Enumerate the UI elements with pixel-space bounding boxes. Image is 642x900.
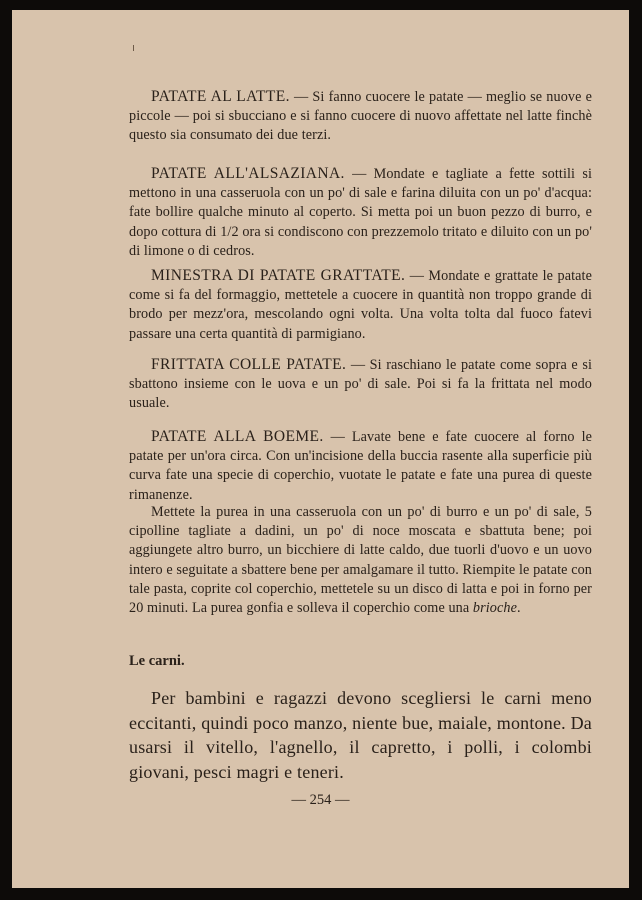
- recipe-text: — Mondate e tagliate a fette sottili si mettono in una casseruola con un po' di sale e farina diluita con un po' d'acqua: fate bollire qualche minuto al coperto. Si metta poi un buon pezzo di burro, e dopo cottura di 1/2 ora si condiscono con prezzemolo tritato e diluito con un po' di limone o di cedros.: [129, 166, 592, 259]
- section-heading: Le carni.: [129, 653, 185, 669]
- recipe-patate-alla-boeme: [129, 427, 592, 505]
- recipe-text: — Si fanno cuocere le patate — meglio se nuove e piccole — poi si sbucciano e si fanno cuocere di nuovo affettate nel latte finchè questo sia consumato dei due terzi.: [129, 89, 593, 144]
- recipe-frittata-colle-patate: [129, 355, 592, 414]
- recipe-text: — Si raschiano le patate come sopra e si sbattono insieme con le uova e un po' di sale. Poi si fa la frittata nel modo usuale.: [129, 357, 592, 412]
- recipe-text: — Lavate bene e fate cuocere al forno le patate per un'ora circa. Con un'incisione della buccia rasente alla superficie più curva fate una specie di coperchio, vuotate le patate e fate una purea di queste rimanenze.: [129, 429, 593, 503]
- recipe-text: — Mondate e grattate le patate come si fa del formaggio, mettetele a cuocere in quantità non troppo grande di brodo per mezz'ora, mescolando ogni volta. Una volta tolta dal fuoco fatevi passare una certa quantità di parmigiano.: [129, 268, 592, 342]
- recipe-italic-word: brioche: [472, 600, 517, 617]
- recipe-minestra-patate-grattate: [129, 266, 592, 344]
- recipe-heading: PATATE AL LATTE.: [151, 88, 290, 105]
- recipe-heading: MINESTRA DI PATATE GRATTATE.: [151, 267, 406, 284]
- recipe-patate-alsaziana: [129, 164, 592, 261]
- section-intro: Per bambini e ragazzi devono scegliersi le carni meno eccitanti, quindi poco manzo, niente bue, maiale, montone. Da usarsi il vitello, l'agnello, il capretto, i polli, i colombi giovani, pesci magri e teneri.: [129, 688, 592, 782]
- page-number: — 254 —: [291, 792, 350, 808]
- page-mark: [133, 45, 134, 51]
- recipe-patate-alla-boeme-continuation: [129, 503, 592, 618]
- recipe-continuation-end: .: [516, 600, 521, 617]
- recipe-heading: PATATE ALL'ALSAZIANA.: [151, 165, 345, 182]
- recipe-heading: PATATE ALLA BOEME.: [151, 428, 324, 445]
- book-page: [12, 10, 629, 888]
- recipe-heading: FRITTATA COLLE PATATE.: [151, 356, 347, 373]
- recipe-patate-al-latte: [129, 87, 592, 146]
- recipe-continuation: Mettete la purea in una casseruola con un po' di burro e un po' di sale, 5 cipolline tagliate a dadini, un po' di noce moscata e sbattuta bene; poi aggiungete altro burro, un bicchiere di latte caldo, due tuorli d'uovo e un uovo intero e seguitate a sbattere bene per amalgamare il tutto. Riempite le patate con tale pasta, coprite col coperchio, mettetele su un disco di latta e poi in forno per 20 minuti. La purea gonfia e solleva il coperchio come una: [129, 504, 592, 617]
